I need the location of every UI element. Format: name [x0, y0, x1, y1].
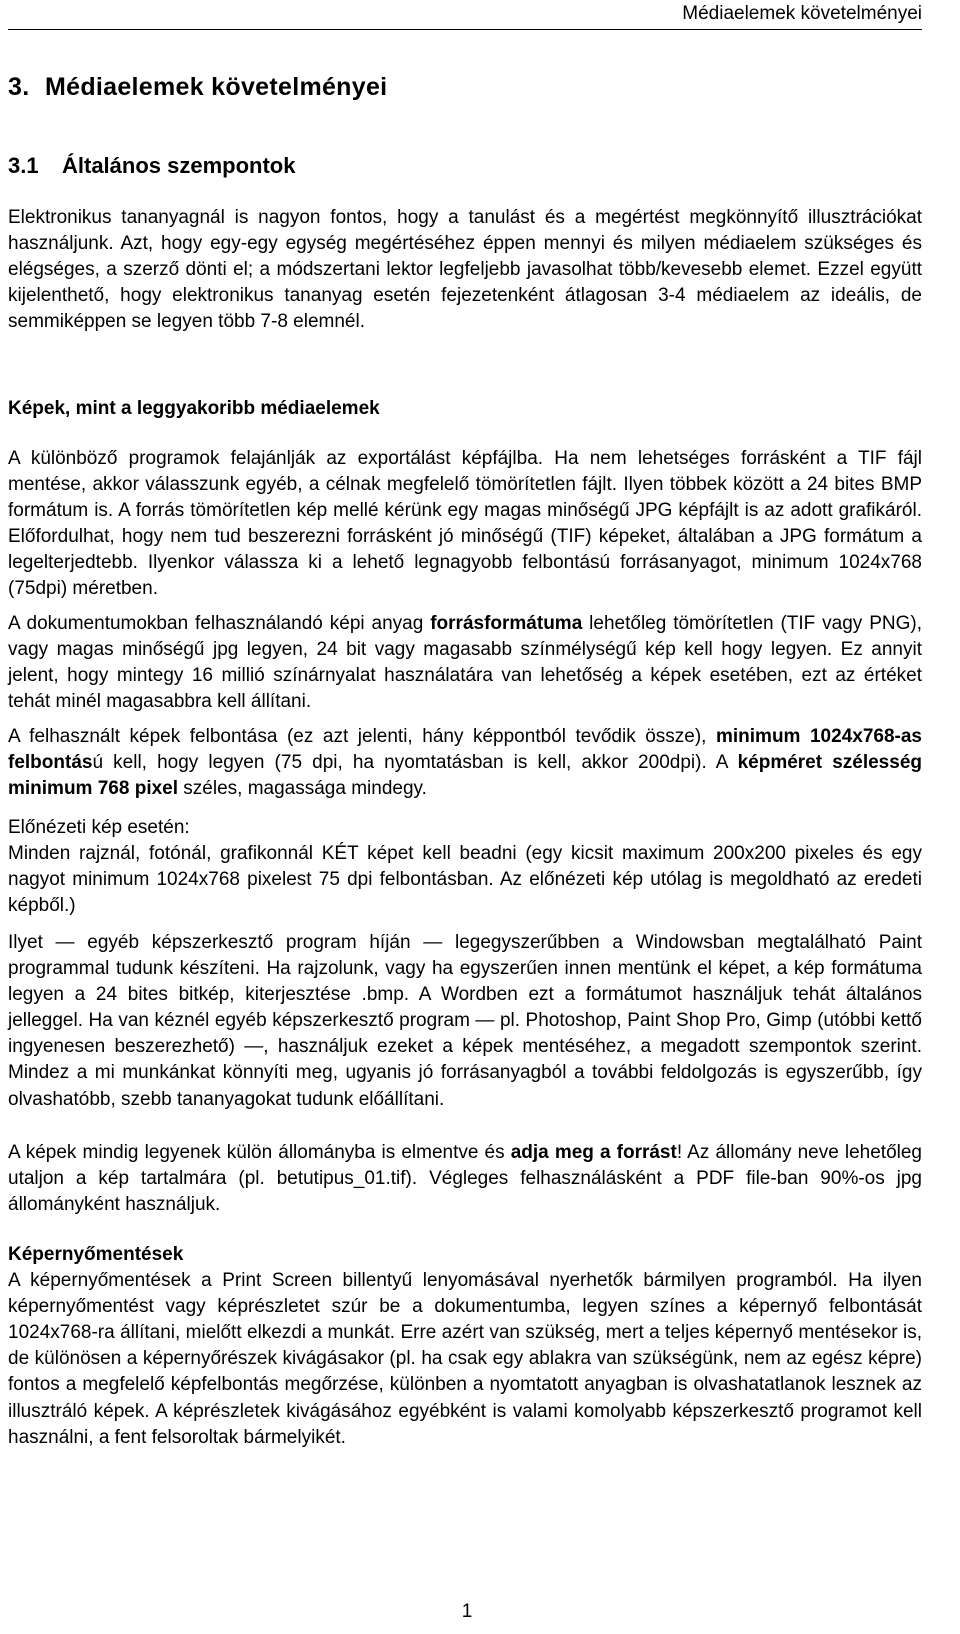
- screenshots-paragraph: A képernyőmentések a Print Screen billentyű lenyomásával nyerhetők bármilyen programból. Ha ilyen képernyőmentést vagy képrészletet szúr be a dokumentumba, legyen színes a képernyő felbontását 1024x768-ra állítani, mielőtt elkezdi a munkát. Erre azért van szükség, mert a teljes képernyő mentésekor is, de különösen a képernyőrészek kivágásakor (pl. ha csak egy ablakra van szükségünk, nem az egész képre) fontos a megfelelő képfelbontás megőrzése, különben a nyomtatott anyagban is olvashatatlanok lesznek az illusztráló képek. A képrészletek kivágásához egyébként is valami komolyabb képszerkesztő programot kell használni, a fent felsoroltak bármelyikét.: [8, 1270, 922, 1448]
- chapter-heading: [8, 70, 387, 104]
- text-run: ! Az állomány neve lehetőleg utaljon a kép tartalmára (pl. betutipus_01.tif). Végleges felhasználásként a PDF file-ban 90%-os jpg állományként használjuk.: [8, 1142, 922, 1216]
- images-paragraph-2: [8, 611, 922, 715]
- text-run: széles, magassága mindegy.: [178, 778, 427, 800]
- header-rule: [8, 29, 922, 30]
- screenshots-subheading: Képernyőmentések: [8, 1244, 184, 1265]
- preview-label: Előnézeti kép esetén:: [8, 817, 190, 838]
- separate-file-block: [8, 1140, 922, 1218]
- section-number: 3.1: [8, 153, 39, 178]
- images-heading-block: [8, 396, 922, 422]
- text-run: A képek mindig legyenek külön állományba is elmentve és: [8, 1142, 511, 1163]
- paint-block: [8, 930, 922, 1113]
- paint-paragraph: Ilyet — egyéb képszerkesztő program híján — legegyszerűbben a Windowsban megtalálható Paint programmal tudunk készíteni. Ha rajzolunk, vagy ha egyszerűen innen mentünk el képet, a kép formátuma legyen a 24 bites bitkép, kiterjesztése .bmp. A Wordben ezt a formátumot használjuk tehát általános jelleggel. Ha van kéznél egyéb képszerkesztő program — pl. Photoshop, Paint Shop Pro, Gimp (utóbbi kettő ingyenesen beszerezhető) —, használjuk ezeket a képek mentéséhez, a megadott szempontok szerint. Mindez a mi munkánkat könnyíti meg, ugyanis jó forrásanyagból a további feldolgozás is egyszerűbb, így olvashatóbb, szebb tananyagokat tudunk előállítani.: [8, 932, 922, 1110]
- bold-run: képméret szélesség minimum 768 pixel: [8, 752, 922, 800]
- intro-block: [8, 205, 922, 335]
- separate-file-paragraph: [8, 1140, 922, 1218]
- images-subheading: Képek, mint a leggyakoribb médiaelemek: [8, 398, 380, 419]
- images-p3-block: [8, 724, 922, 802]
- text-run: A dokumentumokban felhasználandó képi anyag: [8, 613, 431, 634]
- text-run: lehetőleg tömörítetlen (TIF vagy PNG), vagy magas minőségű jpg legyen, 24 bit vagy magasabb színmélységű kép kell hogy legyen. Ez annyit jelent, hogy mintegy 16 millió színárnyalat használatára van lehetőség a képek esetében, ezt az értéket tehát minél magasabbra kell állítani.: [8, 613, 922, 713]
- intro-paragraph: Elektronikus tananyagnál is nagyon fontos, hogy a tanulást és a megértést megkönnyítő illusztrációkat használjunk. Azt, hogy egy-egy egység megértéséhez éppen mennyi és milyen médiaelem szükséges és elégséges, a szerző dönti el; a módszertani lektor legfeljebb javasolhat több/kevesebb elemet. Ezzel együtt kijelenthető, hogy elektronikus tananyag esetén fejezetenként átlagosan 3-4 médiaelem az ideális, de semmiképpen se legyen több 7-8 elemnél.: [8, 207, 922, 333]
- preview-block: [8, 815, 922, 919]
- running-header: Médiaelemek követelményei: [682, 3, 922, 24]
- section-heading: [8, 151, 295, 181]
- section-title: Általános szempontok: [62, 153, 296, 178]
- text-run: ú kell, hogy legyen (75 dpi, ha nyomtatásban is kell, akkor 200dpi). A: [92, 752, 738, 774]
- bold-run: minimum 1024x768-as felbontás: [8, 726, 922, 774]
- chapter-number: 3.: [8, 73, 30, 101]
- bold-run: adja meg a forrást: [510, 1142, 677, 1163]
- preview-paragraph: Minden rajznál, fotónál, grafikonnál KÉT képet kell beadni (egy kicsit maximum 200x200 pixeles és egy nagyot minimum 1024x768 pixelest 75 dpi felbontásban. Az előnézeti kép utólag is megoldható az eredeti képből.): [8, 843, 922, 917]
- bold-run: forrásformátuma: [430, 613, 583, 634]
- images-p2-block: [8, 611, 922, 715]
- text-run: A felhasznált képek felbontása (ez azt jelenti, hány képpontból tevődik össze),: [8, 726, 716, 747]
- page-number: 1: [461, 1601, 473, 1622]
- images-paragraph-1: A különböző programok felajánlják az exportálást képfájlba. Ha nem lehetséges forrásként a TIF fájl mentése, akkor válasszunk egyéb, a célnak megfelelő tömörítetlen fájlt. Ilyen többek között a 24 bites BMP formátum is. A forrás tömörítetlen kép mellé kérünk egy magas minőségű JPG képfájlt is az adott grafikáról. Előfordulhat, hogy nem tud beszerezni forrásként jó minőségű (TIF) képeket, általában a JPG formátum a legelterjedtebb. Ilyenkor válassza ki a lehető legnagyobb felbontású forrásanyagot, minimum 1024x768 (75dpi) méretben.: [8, 448, 922, 600]
- images-paragraph-3: [8, 724, 922, 802]
- chapter-title: Médiaelemek követelményei: [45, 73, 388, 101]
- screenshots-block: [8, 1242, 922, 1451]
- images-p1-block: [8, 446, 922, 603]
